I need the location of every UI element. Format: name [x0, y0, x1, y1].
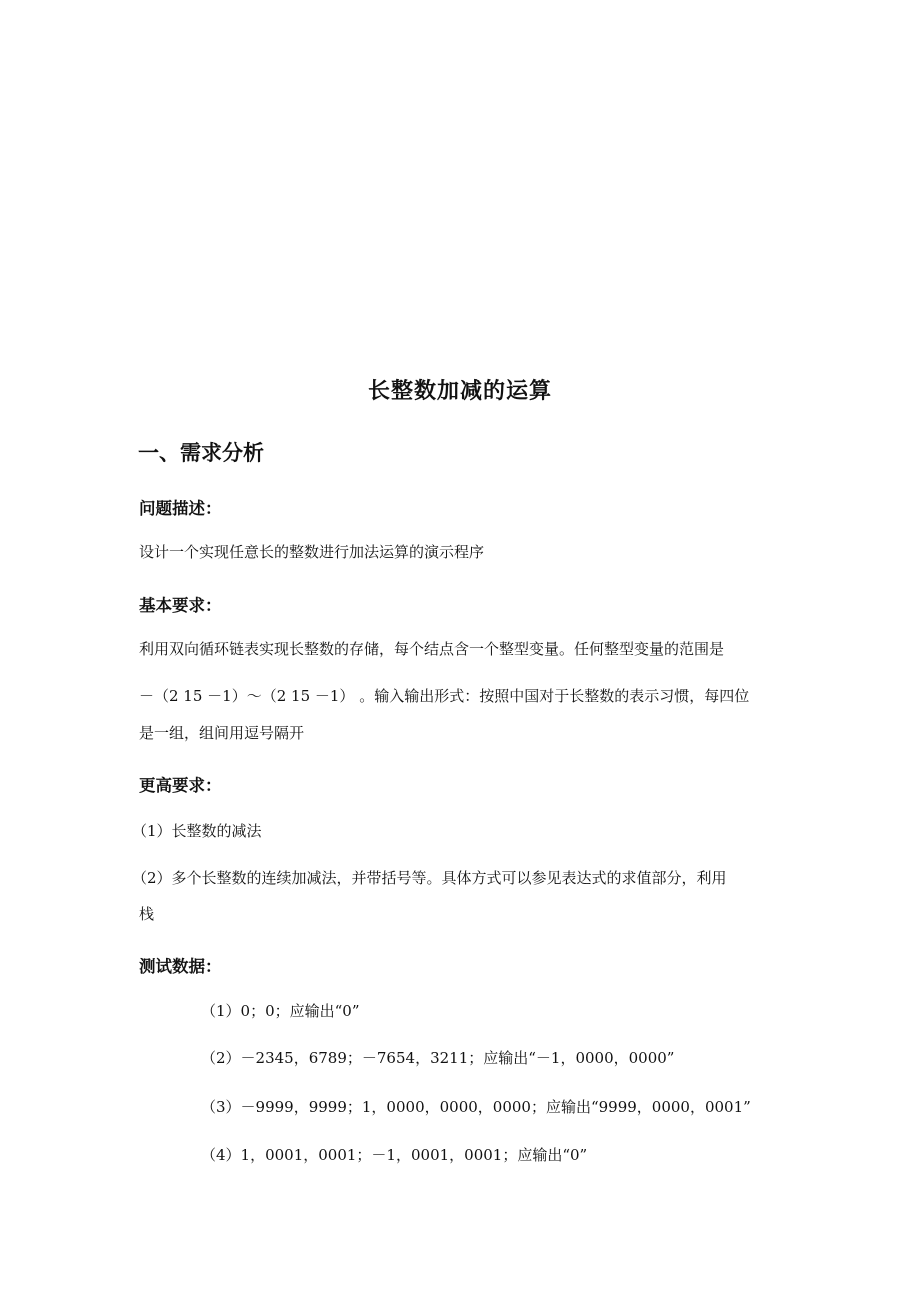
subheading-problem-description: 问题描述： — [139, 499, 222, 518]
section-heading-requirements: 一、需求分析 — [138, 441, 264, 465]
basic-requirements-line-1: 利用双向循环链表实现长整数的存储，每个结点含一个整型变量。任何整型变量的范围是 — [139, 640, 725, 658]
test-data-item: （4）1，0001，0001；－1，0001，0001；应输出“0” — [201, 1146, 588, 1164]
test-data-item: （1）0；0；应输出“0” — [201, 1002, 360, 1020]
advanced-requirement-item-2-line-1: （2）多个长整数的连续加减法，并带括号等。具体方式可以参见表达式的求值部分，利用 — [132, 869, 727, 887]
subheading-advanced-requirements: 更高要求： — [139, 776, 222, 795]
basic-requirements-line-2: －（2 15 －1）～（2 15 －1） 。输入输出形式：按照中国对于长整数的表示习惯，每四位 — [139, 687, 750, 705]
subheading-basic-requirements: 基本要求： — [139, 596, 222, 615]
test-data-item: （3）－9999，9999；1，0000，0000，0000；应输出“9999，0000，0001” — [201, 1098, 751, 1116]
document-title: 长整数加减的运算 — [367, 379, 552, 404]
advanced-requirement-item-2-line-2: 栈 — [139, 905, 155, 923]
subheading-test-data: 测试数据： — [139, 957, 222, 976]
test-data-item: （2）－2345，6789；－7654，3211；应输出“－1，0000，0000” — [201, 1049, 675, 1067]
problem-description-text: 设计一个实现任意长的整数进行加法运算的演示程序 — [139, 543, 485, 561]
advanced-requirement-item-1: （1）长整数的减法 — [132, 822, 262, 840]
basic-requirements-line-3: 是一组，组间用逗号隔开 — [139, 724, 305, 742]
